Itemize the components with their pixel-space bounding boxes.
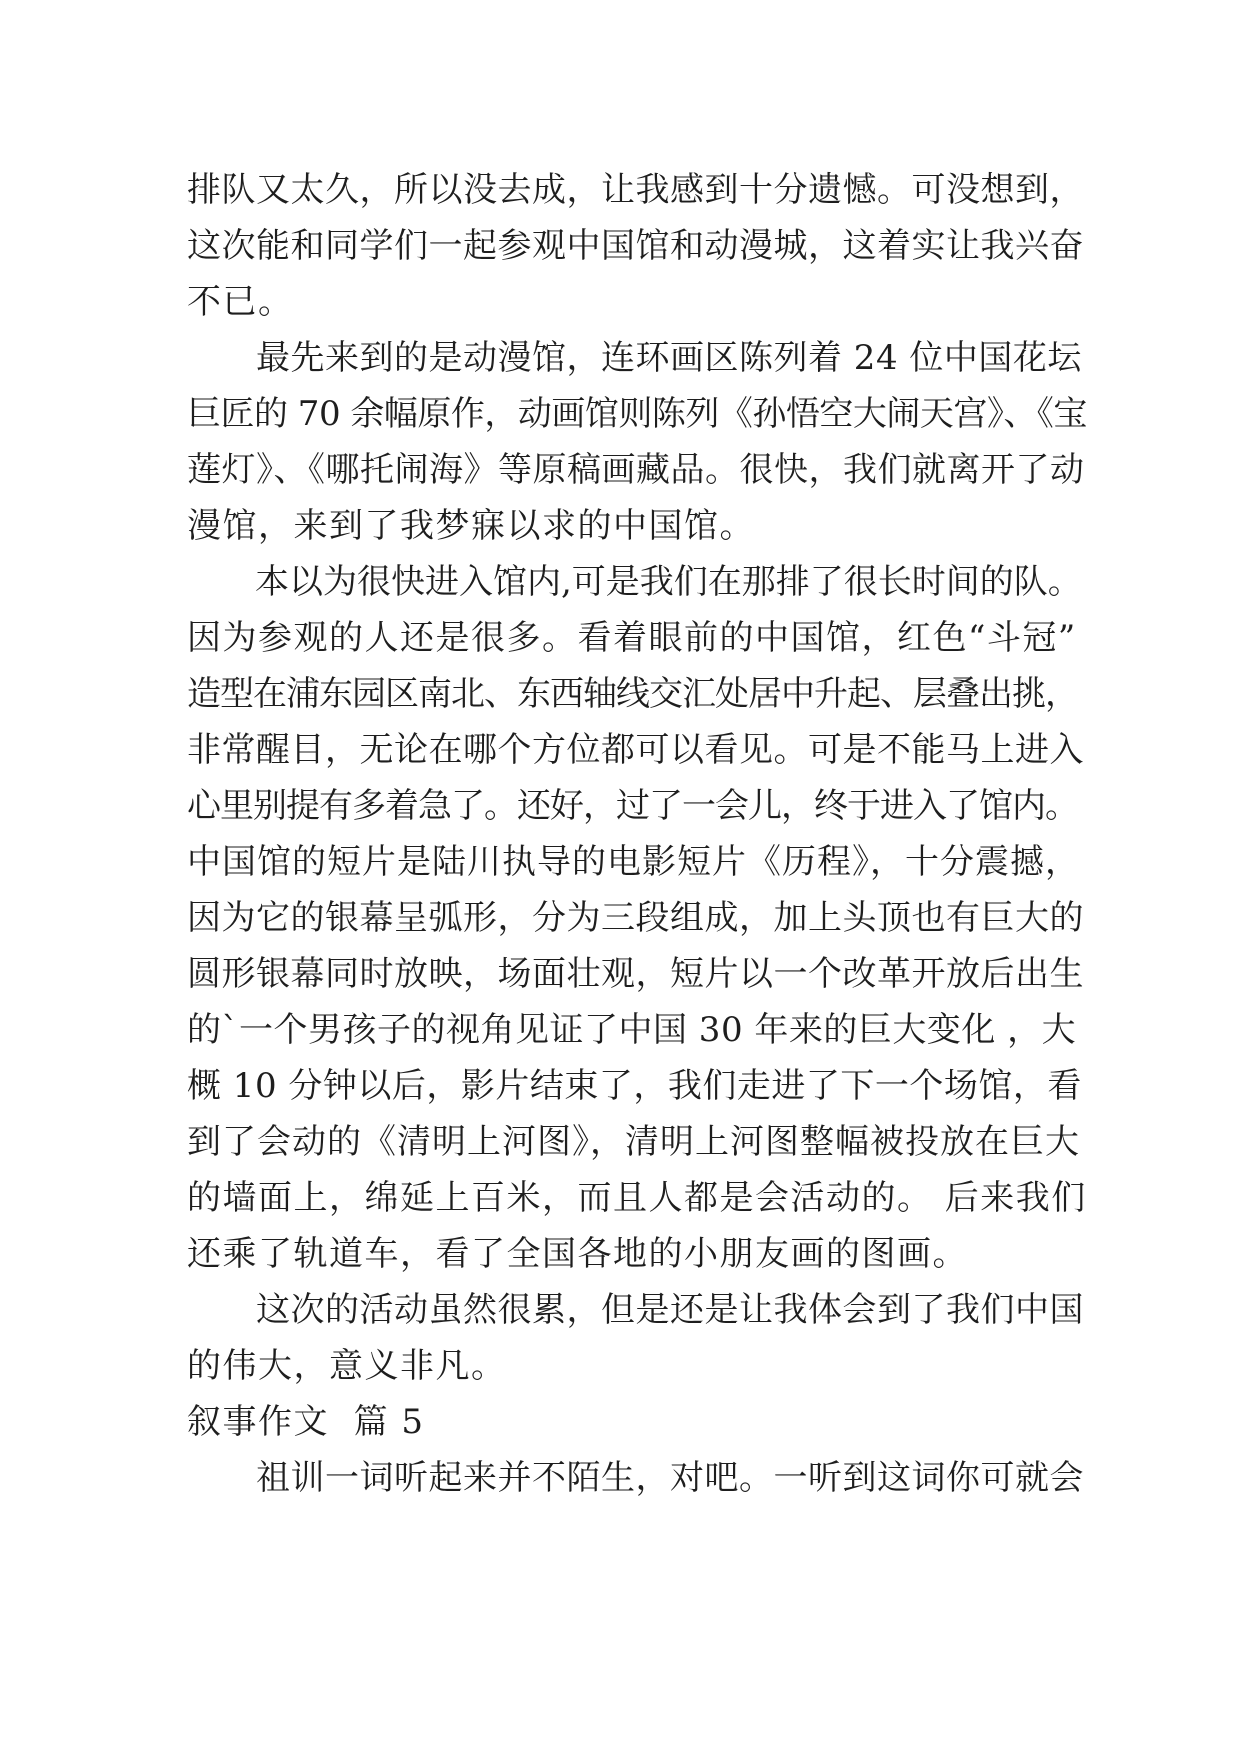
essay-text xyxy=(187,162,1087,1506)
text-line: 祖训一词听起来并不陌生，对吧。一听到这词你可就会 xyxy=(187,1458,1084,1498)
text-line: 非常醒目，无论在哪个方位都可以看见。可是不能马上进入 xyxy=(187,730,1084,770)
section-heading: 叙事作文 篇 5 xyxy=(187,1402,425,1442)
text-line: 漫馆，来到了我梦寐以求的中国馆。 xyxy=(187,506,755,546)
text-line: 这次能和同学们一起参观中国馆和动漫城，这着实让我兴奋 xyxy=(187,226,1084,266)
text-line: 还乘了轨道车，看了全国各地的小朋友画的图画。 xyxy=(187,1234,968,1274)
text-line: 圆形银幕同时放映，场面壮观，短片以一个改革开放后出生 xyxy=(187,954,1084,994)
text-line: 的墙面上，绵延上百米，而且人都是会活动的。 后来我们 xyxy=(187,1178,1087,1218)
text-line: 到了会动的《清明上河图》，清明上河图整幅被投放在巨大 xyxy=(187,1122,1080,1162)
text-line: 因为参观的人还是很多。看着眼前的中国馆，红色“斗冠” xyxy=(187,618,1077,658)
text-line: 最先来到的是动漫馆，连环画区陈列着 24 位中国花坛 xyxy=(187,338,1082,378)
text-line: 不已。 xyxy=(187,282,294,322)
text-line: 本以为很快进入馆内,可是我们在那排了很长时间的队。 xyxy=(187,562,1082,602)
text-line: 这次的活动虽然很累，但是还是让我体会到了我们中国 xyxy=(187,1290,1084,1330)
text-line: 的伟大，意义非凡。 xyxy=(187,1346,507,1386)
text-line: 的`一个男孩子的视角见证了中国 30 年来的巨大变化 ，大 xyxy=(187,1010,1077,1050)
text-line: 造型在浦东园区南北、东西轴线交汇处居中升起、层叠出挑， xyxy=(187,674,1078,714)
text-line: 排队又太久，所以没去成，让我感到十分遗憾。可没想到， xyxy=(187,170,1084,210)
text-line: 莲灯》、《哪托闹海》等原稿画藏品。很快，我们就离开了动 xyxy=(187,450,1085,490)
text-line: 概 10 分钟以后，影片结束了，我们走进了下一个场馆，看 xyxy=(187,1066,1082,1106)
text-line: 巨匠的 70 余幅原作，动画馆则陈列《孙悟空大闹天宫》、《宝 xyxy=(187,394,1087,434)
text-line: 中国馆的短片是陆川执导的电影短片《历程》，十分震撼， xyxy=(187,842,1080,882)
text-line: 因为它的银幕呈弧形，分为三段组成，加上头顶也有巨大的 xyxy=(187,898,1084,938)
text-line: 心里别提有多着急了。还好，过了一会儿，终于进入了馆内。 xyxy=(187,786,1078,826)
